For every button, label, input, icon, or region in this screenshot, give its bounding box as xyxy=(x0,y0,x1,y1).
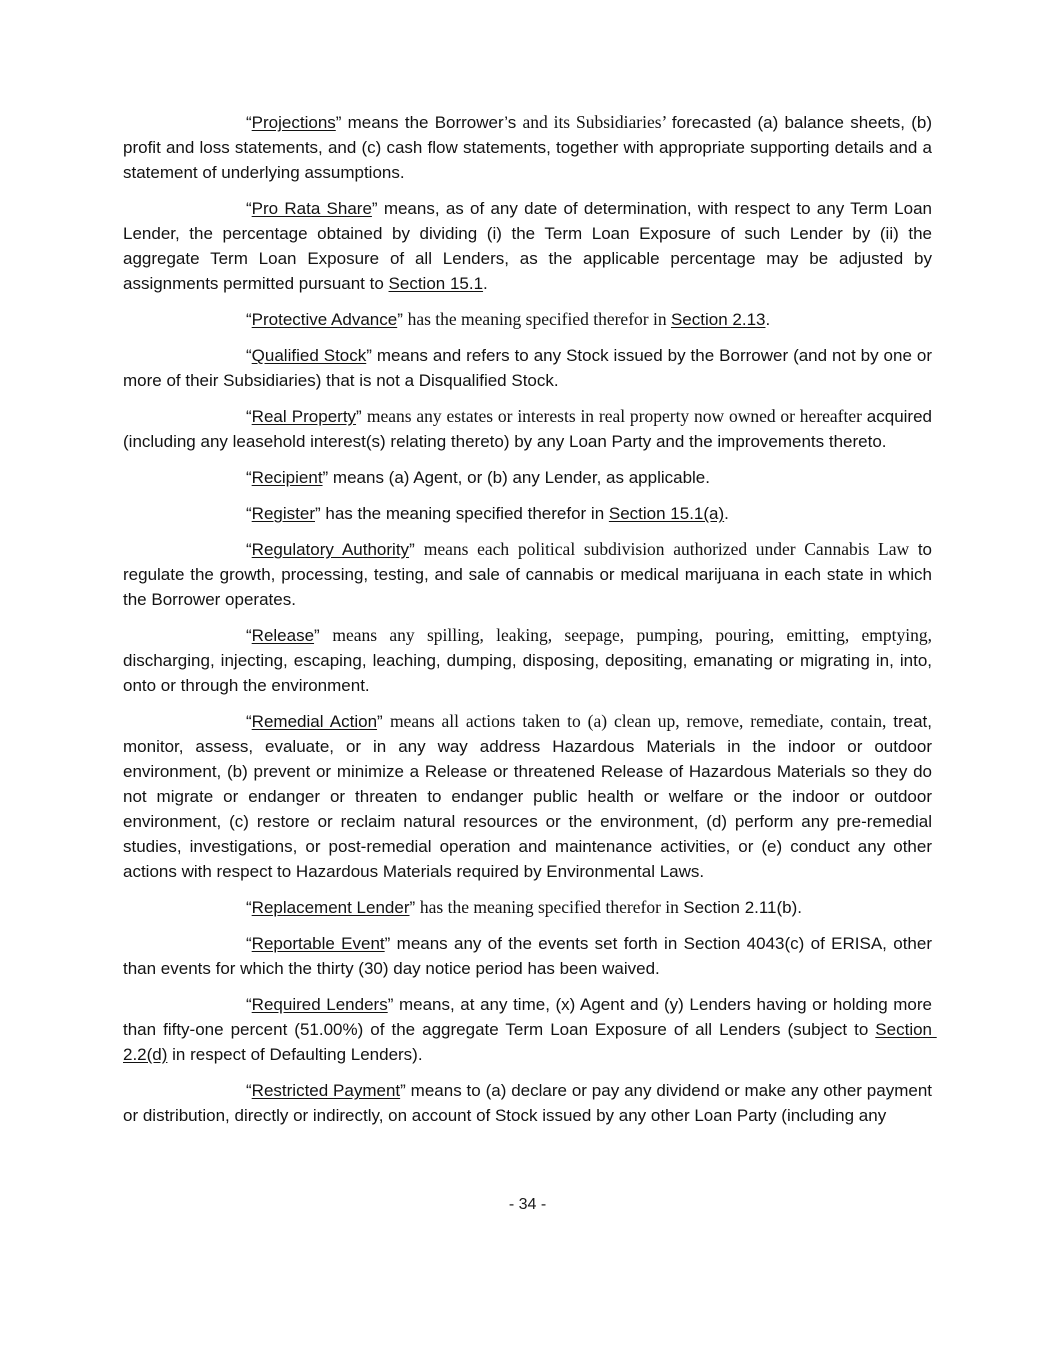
text-run: forecasted (a) balance sheets, (b) profit and loss statements, and (c) cash flow statements, together with appropriate supporting details and a statement of underlying assumptions. xyxy=(123,113,937,182)
text-run: “ xyxy=(246,468,252,487)
section-reference: Section 15.1(a) xyxy=(608,504,725,523)
paragraph-recipient xyxy=(123,465,932,490)
text-run: ” xyxy=(377,712,390,731)
section-reference: Section 2.2(d) xyxy=(123,1020,937,1064)
text-run: “ xyxy=(246,712,252,731)
page-number: - 34 - xyxy=(508,1196,547,1213)
paragraph-regulatory-authority xyxy=(123,537,937,612)
defined-term: Replacement Lender xyxy=(251,898,410,917)
text-run: Section 2.11(b). xyxy=(683,898,803,917)
defined-term: Real Property xyxy=(251,407,357,426)
text-run: ” xyxy=(314,626,333,645)
text-run: “ xyxy=(246,898,252,917)
defined-term: Recipient xyxy=(251,468,323,487)
text-run: means each political subdivision authorized under Cannabis Law xyxy=(423,539,918,559)
text-run: “ xyxy=(246,310,252,329)
defined-term: Pro Rata Share xyxy=(251,199,372,218)
text-run: ” means and refers to any Stock issued by the Borrower (and not by one or more of their Subsidiaries) that is not a Disqualified Stock. xyxy=(123,346,937,390)
defined-term: Required Lenders xyxy=(251,995,388,1014)
text-run: to regulate the growth, processing, testing, and sale of cannabis or medical marijuana in each state in which the Borrower operates. xyxy=(123,540,937,609)
paragraph-register xyxy=(123,501,932,526)
defined-term: Qualified Stock xyxy=(251,346,367,365)
text-run: treat, monitor, assess, evaluate, or in any way address Hazardous Materials in the indoor or outdoor environment, (b) prevent or minimize a Release or threatened Release of Hazardous Materials so they do not migrate or endanger or threaten to endanger public health or welfare or the indoor or outdoor environment, (c) restore or reclaim natural resources or the environment, (d) perform any pre-remedial studies, investigations, or post-remedial operation and maintenance activities, or (e) conduct any other actions with respect to Hazardous Materials required by Environmental Laws. xyxy=(123,712,937,881)
text-run: ” has the meaning specified therefor in xyxy=(314,504,609,523)
section-reference: Section 15.1 xyxy=(388,274,484,293)
text-run: “ xyxy=(246,407,252,426)
text-run: discharging, injecting, escaping, leaching, dumping, disposing, depositing, emanating or migrating in, into, onto or through the environment. xyxy=(123,651,937,695)
text-run: . xyxy=(724,504,729,523)
text-run: “ xyxy=(246,199,252,218)
defined-term: Protective Advance xyxy=(251,310,398,329)
paragraph-replacement-lender xyxy=(123,895,932,920)
text-run: in respect of Defaulting Lenders). xyxy=(167,1045,423,1064)
text-run: “ xyxy=(246,540,252,559)
paragraph-real-property xyxy=(123,404,937,454)
defined-term: Release xyxy=(251,626,315,645)
defined-term: Reportable Event xyxy=(251,934,385,953)
text-run: means any spilling, leaking, seepage, pumping, pouring, emitting, emptying, xyxy=(332,625,937,645)
text-run: ” xyxy=(397,310,408,329)
section-reference: Section 2.13 xyxy=(670,310,766,329)
text-run: “ xyxy=(246,504,252,523)
paragraph-qualified-stock xyxy=(123,343,937,393)
text-run: means all actions taken to (a) clean up, remove, remediate, contain, xyxy=(389,711,894,731)
text-run: has the meaning specified therefor in xyxy=(407,309,671,329)
defined-term: Regulatory Authority xyxy=(251,540,410,559)
paragraph-remedial-action xyxy=(123,709,937,884)
text-run: ” means, at any time, (x) Agent and (y) Lenders having or holding more than fifty-one percent (51.00%) of the aggregate Term Loan Exposure of all Lenders (subject to xyxy=(123,995,937,1039)
defined-term: Register xyxy=(251,504,315,523)
text-run: “ xyxy=(246,113,252,132)
defined-term: Restricted Payment xyxy=(251,1081,401,1100)
text-run: . xyxy=(483,274,488,293)
text-run: ” xyxy=(409,540,424,559)
text-run: ” means any of the events set forth in Section 4043(c) of ERISA, other than events for which the thirty (30) day notice period has been waived. xyxy=(123,934,937,978)
text-run: “ xyxy=(246,934,252,953)
text-run: ” xyxy=(356,407,367,426)
text-run: “ xyxy=(246,1081,252,1100)
paragraph-projections xyxy=(123,110,937,185)
text-run: and its Subsidiaries’ xyxy=(522,112,672,132)
paragraph-protective-advance xyxy=(123,307,932,332)
text-run: ” means (a) Agent, or (b) any Lender, as applicable. xyxy=(322,468,710,487)
defined-term: Projections xyxy=(251,113,336,132)
text-run: ” xyxy=(409,898,420,917)
text-run: “ xyxy=(246,346,252,365)
paragraph-reportable-event xyxy=(123,931,937,981)
text-run: . xyxy=(765,310,771,329)
paragraph-release xyxy=(123,623,937,698)
text-run: ” means to (a) declare or pay any dividend or make any other payment or distribution, directly or indirectly, on account of Stock issued by any other Loan Party (including any xyxy=(123,1081,937,1125)
paragraph-restricted-payment xyxy=(123,1078,937,1128)
text-run: has the meaning specified therefor in xyxy=(419,897,684,917)
paragraph-pro-rata-share xyxy=(123,196,937,296)
text-run: ” means the Borrower’s xyxy=(335,113,523,132)
text-run: “ xyxy=(246,626,252,645)
defined-term: Remedial Action xyxy=(251,712,378,731)
paragraph-required-lenders xyxy=(123,992,937,1067)
text-run: ” means, as of any date of determination, with respect to any Term Loan Lender, the percentage obtained by dividing (i) the Term Loan Exposure of such Lender by (ii) the aggregate Term Loan Exposure of all Lenders, as the applicable percentage may be adjusted by assignments permitted pursuant to xyxy=(123,199,937,293)
text-run: means any estates or interests in real property now owned or hereafter xyxy=(366,406,867,426)
text-run: “ xyxy=(246,995,252,1014)
text-run: acquired (including any leasehold interest(s) relating thereto) by any Loan Party and the improvements thereto. xyxy=(123,407,937,451)
